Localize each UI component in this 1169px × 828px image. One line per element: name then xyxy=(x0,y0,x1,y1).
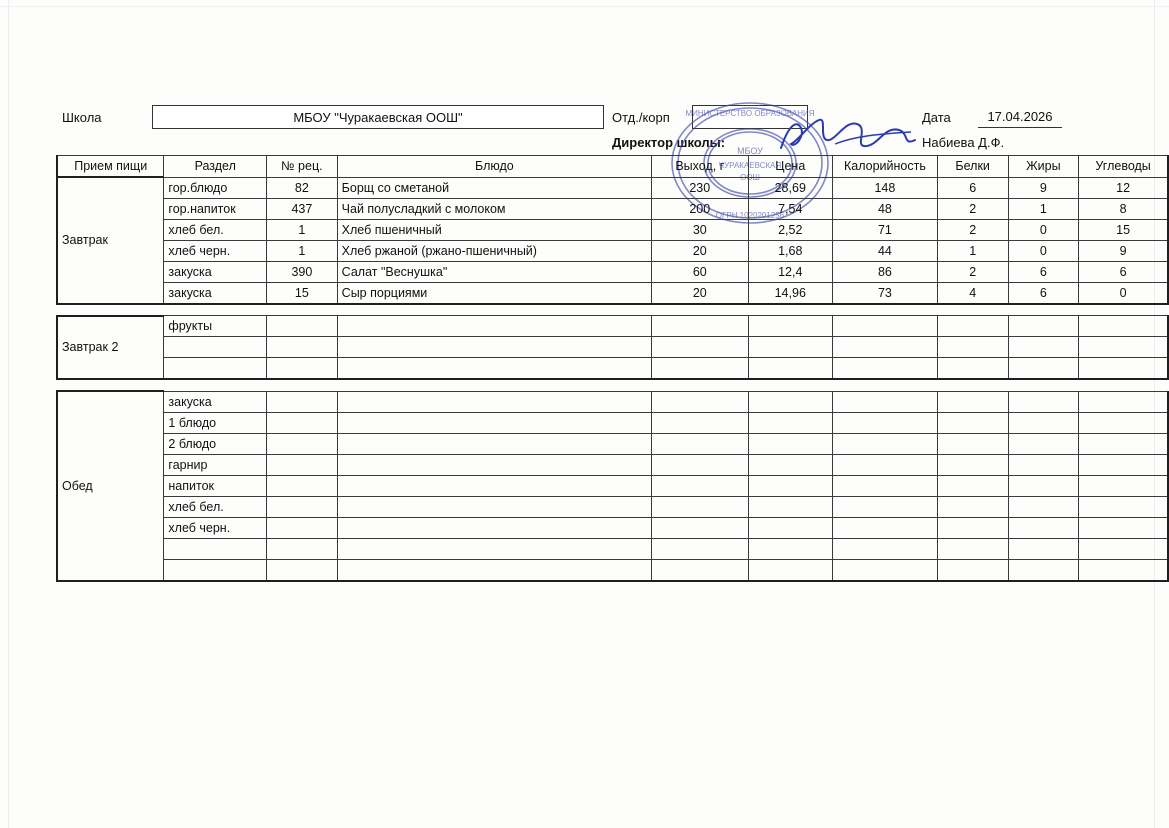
cell-protein[interactable]: 4 xyxy=(937,282,1008,304)
table-header-row xyxy=(57,156,1168,178)
cell-fat[interactable]: 1 xyxy=(1008,198,1079,219)
cell-dish[interactable] xyxy=(337,337,651,358)
cell-fat[interactable]: 0 xyxy=(1008,219,1079,240)
cell-section[interactable]: хлеб бел. xyxy=(164,219,267,240)
cell-output[interactable]: 230 xyxy=(652,177,748,198)
document-header xyxy=(56,104,1064,150)
meal-group-label: Завтрак xyxy=(57,177,164,304)
cell-price[interactable] xyxy=(748,559,832,581)
cell-carbs[interactable] xyxy=(1079,412,1168,433)
table-row xyxy=(57,496,1168,517)
cell-dish[interactable] xyxy=(337,517,651,538)
table-row xyxy=(57,337,1168,358)
cell-output[interactable] xyxy=(652,517,748,538)
table-row xyxy=(57,358,1168,380)
cell-dish[interactable] xyxy=(337,559,651,581)
cell-fat[interactable]: 6 xyxy=(1008,261,1079,282)
cell-section[interactable] xyxy=(164,559,267,581)
cell-fat[interactable] xyxy=(1008,358,1079,380)
cell-price[interactable] xyxy=(748,337,832,358)
cell-calories[interactable] xyxy=(833,433,938,454)
cell-calories[interactable] xyxy=(833,337,938,358)
cell-dish[interactable] xyxy=(337,454,651,475)
cell-recipe[interactable]: 437 xyxy=(267,198,338,219)
cell-price[interactable] xyxy=(748,454,832,475)
cell-carbs[interactable]: 0 xyxy=(1079,282,1168,304)
cell-section[interactable]: хлеб черн. xyxy=(164,240,267,261)
cell-protein[interactable] xyxy=(937,412,1008,433)
cell-output[interactable] xyxy=(652,538,748,559)
cell-carbs[interactable] xyxy=(1079,337,1168,358)
cell-calories[interactable]: 71 xyxy=(833,219,938,240)
cell-output[interactable]: 20 xyxy=(652,240,748,261)
cell-section[interactable]: закуска xyxy=(164,282,267,304)
cell-fat[interactable] xyxy=(1008,475,1079,496)
cell-carbs[interactable] xyxy=(1079,496,1168,517)
cell-dish[interactable]: Сыр порциями xyxy=(337,282,651,304)
cell-recipe[interactable] xyxy=(267,559,338,581)
cell-recipe[interactable] xyxy=(267,316,338,337)
cell-section[interactable]: закуска xyxy=(164,261,267,282)
date-field[interactable]: 17.04.2026 xyxy=(978,105,1062,128)
cell-section[interactable]: хлеб черн. xyxy=(164,517,267,538)
table-row xyxy=(57,391,1168,412)
cell-section[interactable]: напиток xyxy=(164,475,267,496)
cell-protein[interactable]: 2 xyxy=(937,219,1008,240)
cell-fat[interactable] xyxy=(1008,391,1079,412)
table-row xyxy=(57,198,1168,219)
cell-carbs[interactable]: 12 xyxy=(1079,177,1168,198)
cell-calories[interactable]: 44 xyxy=(833,240,938,261)
cell-protein[interactable] xyxy=(937,433,1008,454)
cell-recipe[interactable] xyxy=(267,496,338,517)
col-header-section: Раздел xyxy=(164,156,267,178)
cell-dish[interactable] xyxy=(337,391,651,412)
director-label: Директор школы: xyxy=(612,135,726,150)
col-header-meal: Прием пищи xyxy=(57,156,164,178)
cell-carbs[interactable] xyxy=(1079,433,1168,454)
cell-section[interactable] xyxy=(164,358,267,380)
cell-section[interactable] xyxy=(164,538,267,559)
cell-carbs[interactable]: 9 xyxy=(1079,240,1168,261)
col-header-output: Выход, г xyxy=(652,156,748,178)
cell-recipe[interactable]: 390 xyxy=(267,261,338,282)
cell-fat[interactable] xyxy=(1008,496,1079,517)
page-edge-top xyxy=(0,6,1169,7)
cell-protein[interactable] xyxy=(937,559,1008,581)
cell-price[interactable]: 2,52 xyxy=(748,219,832,240)
cell-price[interactable] xyxy=(748,391,832,412)
spacer-cell xyxy=(57,379,1168,391)
table-row xyxy=(57,261,1168,282)
cell-recipe[interactable] xyxy=(267,538,338,559)
cell-output[interactable] xyxy=(652,358,748,380)
group-spacer xyxy=(57,379,1168,391)
cell-protein[interactable] xyxy=(937,358,1008,380)
cell-protein[interactable] xyxy=(937,475,1008,496)
cell-calories[interactable]: 148 xyxy=(833,177,938,198)
cell-price[interactable] xyxy=(748,358,832,380)
col-header-protein: Белки xyxy=(937,156,1008,178)
table-row xyxy=(57,433,1168,454)
cell-price[interactable]: 12,4 xyxy=(748,261,832,282)
cell-fat[interactable] xyxy=(1008,316,1079,337)
cell-output[interactable] xyxy=(652,559,748,581)
cell-price[interactable]: 14,96 xyxy=(748,282,832,304)
cell-calories[interactable] xyxy=(833,496,938,517)
school-label: Школа xyxy=(62,110,102,125)
table-row xyxy=(57,282,1168,304)
cell-calories[interactable] xyxy=(833,412,938,433)
cell-dish[interactable]: Хлеб ржаной (ржано-пшеничный) xyxy=(337,240,651,261)
cell-price[interactable] xyxy=(748,538,832,559)
cell-output[interactable] xyxy=(652,337,748,358)
cell-output[interactable] xyxy=(652,475,748,496)
cell-protein[interactable]: 2 xyxy=(937,198,1008,219)
cell-recipe[interactable] xyxy=(267,475,338,496)
svg-text:ЧУРАКАЕВСКАЯ: ЧУРАКАЕВСКАЯ xyxy=(718,161,782,170)
table-row xyxy=(57,412,1168,433)
cell-fat[interactable]: 6 xyxy=(1008,282,1079,304)
cell-calories[interactable] xyxy=(833,391,938,412)
cell-carbs[interactable] xyxy=(1079,559,1168,581)
date-label: Дата xyxy=(922,110,951,125)
cell-output[interactable] xyxy=(652,496,748,517)
cell-carbs[interactable] xyxy=(1079,358,1168,380)
cell-section[interactable] xyxy=(164,337,267,358)
table-row xyxy=(57,454,1168,475)
cell-output[interactable]: 60 xyxy=(652,261,748,282)
cell-price[interactable]: 28,69 xyxy=(748,177,832,198)
cell-dish[interactable] xyxy=(337,358,651,380)
cell-section[interactable]: фрукты xyxy=(164,316,267,337)
cell-carbs[interactable]: 15 xyxy=(1079,219,1168,240)
cell-dish[interactable]: Салат "Веснушка" xyxy=(337,261,651,282)
spacer-cell xyxy=(57,304,1168,316)
cell-fat[interactable] xyxy=(1008,454,1079,475)
cell-fat[interactable] xyxy=(1008,538,1079,559)
cell-carbs[interactable] xyxy=(1079,316,1168,337)
cell-fat[interactable] xyxy=(1008,337,1079,358)
cell-price[interactable]: 7,54 xyxy=(748,198,832,219)
cell-recipe[interactable] xyxy=(267,412,338,433)
cell-protein[interactable]: 6 xyxy=(937,177,1008,198)
cell-dish[interactable] xyxy=(337,475,651,496)
col-header-dish: Блюдо xyxy=(337,156,651,178)
department-label: Отд./корп xyxy=(612,110,670,125)
cell-section[interactable]: закуска xyxy=(164,391,267,412)
cell-protein[interactable] xyxy=(937,391,1008,412)
table-body xyxy=(57,177,1168,581)
cell-price[interactable] xyxy=(748,496,832,517)
col-header-carbs: Углеводы xyxy=(1079,156,1168,178)
cell-section[interactable]: гор.блюдо xyxy=(164,177,267,198)
school-name-field[interactable]: МБОУ "Чуракаевская ООШ" xyxy=(152,105,604,129)
cell-protein[interactable] xyxy=(937,496,1008,517)
table-row xyxy=(57,517,1168,538)
cell-protein[interactable] xyxy=(937,517,1008,538)
cell-dish[interactable]: Чай полусладкий с молоком xyxy=(337,198,651,219)
cell-section[interactable]: 2 блюдо xyxy=(164,433,267,454)
cell-output[interactable] xyxy=(652,433,748,454)
cell-recipe[interactable] xyxy=(267,337,338,358)
cell-carbs[interactable]: 6 xyxy=(1079,261,1168,282)
cell-carbs[interactable]: 8 xyxy=(1079,198,1168,219)
table-row xyxy=(57,316,1168,337)
svg-text:МБОУ: МБОУ xyxy=(737,146,763,156)
cell-dish[interactable] xyxy=(337,538,651,559)
cell-recipe[interactable] xyxy=(267,433,338,454)
meal-group-label: Завтрак 2 xyxy=(57,316,164,380)
cell-calories[interactable] xyxy=(833,559,938,581)
cell-calories[interactable]: 73 xyxy=(833,282,938,304)
cell-recipe[interactable] xyxy=(267,454,338,475)
cell-calories[interactable] xyxy=(833,517,938,538)
cell-protein[interactable] xyxy=(937,538,1008,559)
cell-recipe[interactable]: 1 xyxy=(267,240,338,261)
cell-recipe[interactable]: 82 xyxy=(267,177,338,198)
cell-calories[interactable] xyxy=(833,358,938,380)
cell-recipe[interactable]: 1 xyxy=(267,219,338,240)
cell-carbs[interactable] xyxy=(1079,538,1168,559)
cell-protein[interactable]: 2 xyxy=(937,261,1008,282)
meal-group-label: Обед xyxy=(57,391,164,581)
cell-output[interactable]: 30 xyxy=(652,219,748,240)
svg-text:ОГРН 1020201256: ОГРН 1020201256 xyxy=(715,211,785,220)
cell-price[interactable] xyxy=(748,433,832,454)
cell-section[interactable]: хлеб бел. xyxy=(164,496,267,517)
cell-protein[interactable] xyxy=(937,337,1008,358)
cell-protein[interactable] xyxy=(937,454,1008,475)
table-row xyxy=(57,177,1168,198)
cell-dish[interactable] xyxy=(337,316,651,337)
cell-price[interactable] xyxy=(748,316,832,337)
cell-dish[interactable]: Борщ со сметаной xyxy=(337,177,651,198)
director-name: Набиева Д.Ф. xyxy=(922,135,1005,150)
cell-calories[interactable]: 86 xyxy=(833,261,938,282)
cell-recipe[interactable] xyxy=(267,391,338,412)
cell-section[interactable]: гарнир xyxy=(164,454,267,475)
cell-output[interactable] xyxy=(652,454,748,475)
table-row xyxy=(57,240,1168,261)
cell-price[interactable] xyxy=(748,475,832,496)
table-row xyxy=(57,538,1168,559)
col-header-calories: Калорийность xyxy=(833,156,938,178)
cell-protein[interactable]: 1 xyxy=(937,240,1008,261)
cell-protein[interactable] xyxy=(937,316,1008,337)
cell-fat[interactable] xyxy=(1008,412,1079,433)
table-row xyxy=(57,559,1168,581)
cell-recipe[interactable] xyxy=(267,358,338,380)
cell-recipe[interactable]: 15 xyxy=(267,282,338,304)
page-edge-left xyxy=(8,0,9,828)
cell-output[interactable]: 20 xyxy=(652,282,748,304)
cell-carbs[interactable] xyxy=(1079,454,1168,475)
cell-fat[interactable]: 0 xyxy=(1008,240,1079,261)
cell-dish[interactable] xyxy=(337,412,651,433)
col-header-price: Цена xyxy=(748,156,832,178)
cell-calories[interactable] xyxy=(833,316,938,337)
cell-dish[interactable] xyxy=(337,496,651,517)
department-field[interactable] xyxy=(692,105,808,129)
cell-output[interactable] xyxy=(652,391,748,412)
cell-output[interactable] xyxy=(652,316,748,337)
cell-price[interactable]: 1,68 xyxy=(748,240,832,261)
cell-carbs[interactable] xyxy=(1079,475,1168,496)
cell-calories[interactable]: 48 xyxy=(833,198,938,219)
cell-output[interactable] xyxy=(652,412,748,433)
cell-fat[interactable] xyxy=(1008,559,1079,581)
cell-calories[interactable] xyxy=(833,538,938,559)
cell-fat[interactable]: 9 xyxy=(1008,177,1079,198)
cell-output[interactable]: 200 xyxy=(652,198,748,219)
svg-text:ООШ: ООШ xyxy=(740,173,760,182)
cell-carbs[interactable] xyxy=(1079,391,1168,412)
table-row xyxy=(57,219,1168,240)
col-header-fat: Жиры xyxy=(1008,156,1079,178)
group-spacer xyxy=(57,304,1168,316)
menu-table xyxy=(56,155,1169,582)
cell-dish[interactable]: Хлеб пшеничный xyxy=(337,219,651,240)
cell-section[interactable]: гор.напиток xyxy=(164,198,267,219)
cell-calories[interactable] xyxy=(833,475,938,496)
cell-price[interactable] xyxy=(748,517,832,538)
cell-section[interactable]: 1 блюдо xyxy=(164,412,267,433)
cell-fat[interactable] xyxy=(1008,517,1079,538)
svg-text:МИНИСТЕРСТВО ОБРАЗОВАНИЯ: МИНИСТЕРСТВО ОБРАЗОВАНИЯ xyxy=(685,109,815,118)
cell-carbs[interactable] xyxy=(1079,517,1168,538)
cell-price[interactable] xyxy=(748,412,832,433)
cell-fat[interactable] xyxy=(1008,433,1079,454)
cell-calories[interactable] xyxy=(833,454,938,475)
col-header-recipe: № рец. xyxy=(267,156,338,178)
table-row xyxy=(57,475,1168,496)
cell-recipe[interactable] xyxy=(267,517,338,538)
cell-dish[interactable] xyxy=(337,433,651,454)
